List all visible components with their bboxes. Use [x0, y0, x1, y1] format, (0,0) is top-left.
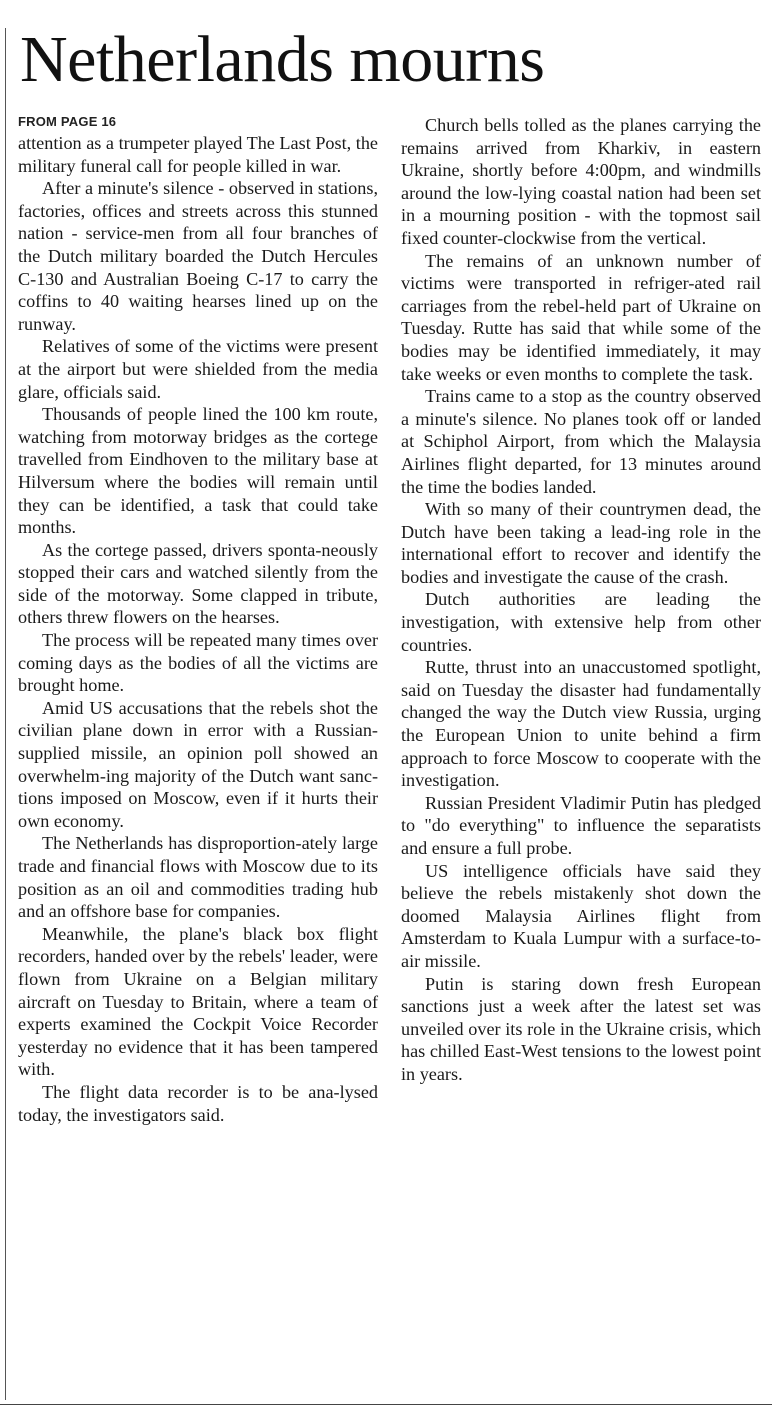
kicker: FROM PAGE 16: [18, 114, 117, 129]
paragraph: Rutte, thrust into an unaccustomed spotlight, said on Tuesday the disaster had fundamentally changed the way the Dutch view Russia, urging the European Union to unite behind a firm approach to force Moscow to cooperate with the investigation.: [401, 657, 761, 791]
paragraph: The flight data recorder is to be ana-lysed today, the investigators said.: [18, 1081, 378, 1125]
paragraph: After a minute's silence - observed in stations, factories, offices and streets across this stunned nation - service-men from all four branches of the Dutch military boarded the Dutch Hercules C-130 and Australian Boeing C-17 to carry the coffins to 40 waiting hearses lined up on the runway.: [18, 178, 378, 334]
paragraph: The Netherlands has disproportion-ately large trade and financial flows with Moscow due to its position as an oil and commodities trading hub and an offshore base for companies.: [18, 833, 378, 922]
paragraph: Russian President Vladimir Putin has pledged to "do everything" to influence the separatists and ensure a full probe.: [401, 792, 761, 858]
paragraph: The remains of an unknown number of victims were transported in refriger-ated rail carriages from the rebel-held part of Ukraine on Tuesday. Rutte has said that while some of the bodies may be identified immediately, it may take weeks or even months to complete the task.: [401, 250, 761, 384]
paragraph: US intelligence officials have said they believe the rebels mistakenly shot down the doomed Malaysia Airlines flight from Amsterdam to Kuala Lumpur with a surface-to-air missile.: [401, 860, 761, 971]
paragraph: Meanwhile, the plane's black box flight recorders, handed over by the rebels' leader, were flown from Ukraine on a Belgian military aircraft on Tuesday to Britain, where a team of experts examined the Cockpit Voice Recorder yesterday no evidence that it has been tampered with.: [18, 923, 378, 1080]
paragraph: Amid US accusations that the rebels shot the civilian plane down in error with a Russian-supplied missile, an opinion poll showed an overwhelm-ing majority of the Dutch want sanc-tions imposed on Moscow, even if it hurts their own economy.: [18, 697, 378, 831]
paragraph: Putin is staring down fresh European sanctions just a week after the latest set was unveiled over its role in the Ukraine crisis, which has chilled East-West tensions to the lowest point in years.: [401, 973, 761, 1084]
headline: Netherlands mourns: [20, 23, 545, 96]
paragraph: Thousands of people lined the 100 km route, watching from motorway bridges as the cortege travelled from Eindhoven to the military base at Hilversum where the bodies will remain until they can be identified, a task that could take months.: [18, 404, 378, 538]
paragraph: The process will be repeated many times over coming days as the bodies of all the victims are brought home.: [18, 630, 378, 696]
paragraph: Dutch authorities are leading the investigation, with extensive help from other countries.: [401, 589, 761, 655]
bottom-rule: [0, 1404, 772, 1405]
paragraph: Relatives of some of the victims were present at the airport but were shielded from the media glare, officials said.: [18, 336, 378, 402]
paragraph: Church bells tolled as the planes carrying the remains arrived from Kharkiv, in eastern Ukraine, shortly before 4:00pm, and windmills around the low-lying coastal nation had been set in a mourning position - with the topmost sail fixed counter-clockwise from the vertical.: [401, 115, 761, 248]
paragraph: attention as a trumpeter played The Last Post, the military funeral call for people killed in war.: [18, 133, 378, 176]
paragraph: With so many of their countrymen dead, the Dutch have been taking a lead-ing role in the international effort to recover and identify the bodies and investigate the cause of the crash.: [401, 499, 761, 587]
left-column-rule: [5, 28, 6, 1400]
right-column: [401, 114, 761, 1086]
paragraph: As the cortege passed, drivers sponta-neously stopped their cars and watched silently from the side of the motorway. Some clapped in tribute, others threw flowers on the hearses.: [18, 539, 378, 628]
paragraph: Trains came to a stop as the country observed a minute's silence. No planes took off or landed at Schiphol Airport, from which the Malaysia Airlines flight departed, for 13 minutes around the time the bodies landed.: [401, 386, 761, 497]
left-column: [18, 112, 378, 1126]
